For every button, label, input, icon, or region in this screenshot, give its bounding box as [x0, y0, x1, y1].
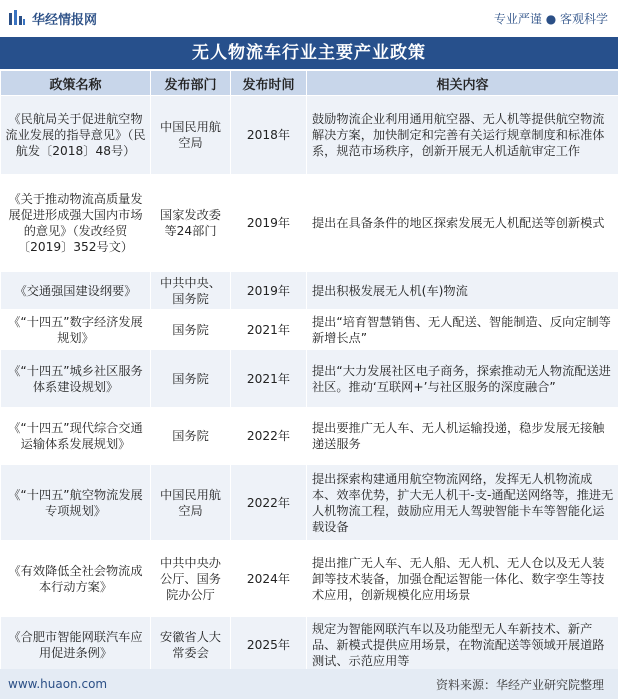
brand: [8, 9, 97, 28]
department-cell: 国务院: [151, 310, 231, 350]
column-header-department: 发布部门: [151, 71, 231, 96]
content-cell: 提出推广无人车、无人船、无人机、无人仓以及无人装卸等技术装备，加强仓配运智能一体化、数字孪生等技术应用，创新规模化应用场景: [307, 541, 618, 617]
department-cell: 中国民用航空局: [151, 96, 231, 175]
policy-table: [0, 70, 618, 674]
content-cell: 提出“培育智慧销售、无人配送、智能制造、反向定制等新增长点”: [307, 310, 618, 350]
table-row: [1, 465, 618, 541]
table-title: 无人物流车行业主要产业政策: [0, 36, 618, 70]
department-cell: 中共中央、国务院: [151, 272, 231, 310]
column-header-date: 发布时间: [231, 71, 307, 96]
policy-name-cell: 《“十四五”数字经济发展规划》: [1, 310, 151, 350]
top-bar: [0, 0, 618, 36]
huajing-logo-icon: [8, 10, 26, 26]
table-row: [1, 310, 618, 350]
footer-website-link[interactable]: www.huaon.com: [8, 677, 108, 691]
date-cell: 2022年: [231, 408, 307, 465]
footer-source-note: 资料来源：华经产业研究院整理: [435, 677, 604, 692]
table-row: [1, 272, 618, 310]
date-cell: 2022年: [231, 465, 307, 541]
policy-name-cell: 《合肥市智能网联汽车应用促进条例》: [1, 617, 151, 674]
date-cell: 2025年: [231, 617, 307, 674]
policy-name-cell: 《有效降低全社会物流成本行动方案》: [1, 541, 151, 617]
date-cell: 2019年: [231, 272, 307, 310]
department-cell: 中共中央办公厅、国务院办公厅: [151, 541, 231, 617]
policy-name-cell: 《交通强国建设纲要》: [1, 272, 151, 310]
department-cell: 安徽省人大常委会: [151, 617, 231, 674]
policy-name-cell: 《民航局关于促进航空物流业发展的指导意见》（民航发〔2018〕48号）: [1, 96, 151, 175]
department-cell: 国务院: [151, 350, 231, 408]
table-row: [1, 541, 618, 617]
policy-name-cell: 《“十四五”城乡社区服务体系建设规划》: [1, 350, 151, 408]
content-cell: 提出“大力发展社区电子商务，探索推动无人物流配送进社区。推动‘互联网+’与社区服务的深度融合”: [307, 350, 618, 408]
date-cell: 2024年: [231, 541, 307, 617]
table-row: [1, 350, 618, 408]
table-header-row: [1, 71, 618, 96]
department-cell: 国务院: [151, 408, 231, 465]
date-cell: 2021年: [231, 350, 307, 408]
department-cell: 国家发改委等24部门: [151, 175, 231, 272]
footer-bar: [0, 669, 618, 699]
column-header-content: 相关内容: [307, 71, 618, 96]
policy-name-cell: 《“十四五”航空物流发展专项规划》: [1, 465, 151, 541]
slogan: 专业严谨 ● 客观科学: [493, 11, 608, 26]
department-cell: 中国民用航空局: [151, 465, 231, 541]
content-cell: 提出在具备条件的地区探索发展无人机配送等创新模式: [307, 175, 618, 272]
content-cell: 规定为智能网联汽车以及功能型无人车新技术、新产品、新模式提供应用场景，在物流配送等领域开展道路测试、示范应用等: [307, 617, 618, 674]
table-row: [1, 96, 618, 175]
policy-name-cell: 《关于推动物流高质量发展促进形成强大国内市场的意见》（发改经贸〔2019〕352号文）: [1, 175, 151, 272]
table-row: [1, 175, 618, 272]
brand-name: 华经情报网: [32, 12, 98, 28]
content-cell: 提出探索构建通用航空物流网络，发挥无人机物流成本、效率优势，扩大无人机干-支-通配送网络等，推进无人机物流工程，鼓励应用无人驾驶智能卡车等智能化运载设备: [307, 465, 618, 541]
date-cell: 2019年: [231, 175, 307, 272]
date-cell: 2018年: [231, 96, 307, 175]
content-cell: 鼓励物流企业利用通用航空器、无人机等提供航空物流解决方案，加快制定和完善有关运行规章制度和标准体系，规范市场秩序，创新开展无人机适航审定工作: [307, 96, 618, 175]
date-cell: 2021年: [231, 310, 307, 350]
content-cell: 提出要推广无人车、无人机运输投递，稳步发展无接触递送服务: [307, 408, 618, 465]
policy-name-cell: 《“十四五”现代综合交通运输体系发展规划》: [1, 408, 151, 465]
content-cell: 提出积极发展无人机(车)物流: [307, 272, 618, 310]
column-header-policy-name: 政策名称: [1, 71, 151, 96]
table-row: [1, 617, 618, 674]
table-row: [1, 408, 618, 465]
